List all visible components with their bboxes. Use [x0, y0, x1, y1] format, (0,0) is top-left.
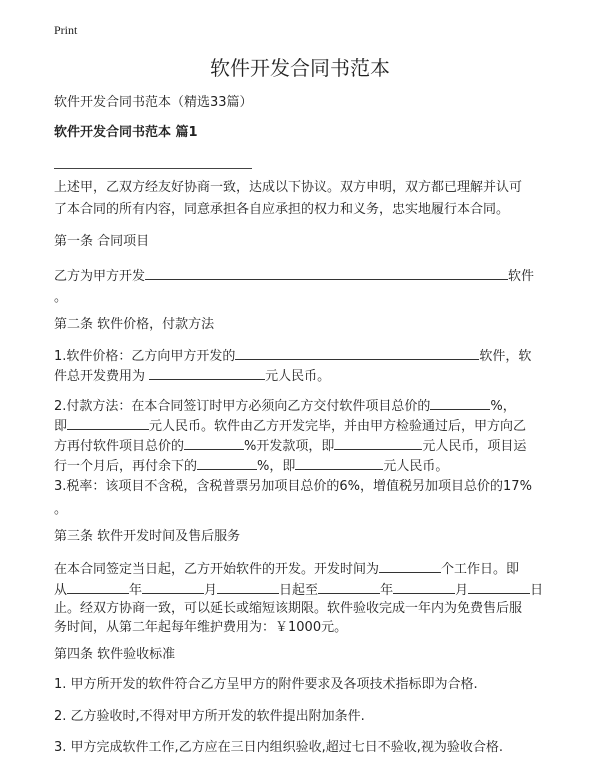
text: 元人民币，项目运 [422, 439, 527, 454]
subtitle: 软件开发合同书范本（精选33篇） [54, 95, 253, 110]
text: 元人民币。软件由乙方开发完毕，并由甲方检验通过后，甲方向乙 [149, 419, 527, 434]
text: 在本合同签定当日起，乙方开始软件的开发。开发时间为 [54, 562, 380, 577]
text: 软件 [508, 269, 535, 284]
text: 年 [129, 583, 143, 598]
price-line [54, 347, 531, 365]
article-2-heading: 第二条 软件价格，付款方法 [54, 317, 215, 332]
schedule-line [54, 560, 519, 578]
text: 个工作日。即 [441, 562, 520, 577]
blank-field [149, 367, 265, 380]
blank-field [379, 560, 441, 573]
payment-line [54, 417, 526, 435]
blank-field [334, 437, 422, 450]
blank-field [430, 397, 490, 410]
text: 。 [54, 502, 68, 517]
text: 。 [54, 290, 68, 305]
text: 软件，软 [479, 349, 532, 364]
text: 月 [455, 583, 469, 598]
text: 行一个月后，再付余下的 [54, 459, 198, 474]
tax-line: 3.税率：该项目不含税，含税普票另加项目总价的6%，增值税另加项目总价的17% [54, 479, 532, 494]
price-line [54, 367, 330, 385]
blank-field [235, 347, 479, 360]
payment-line [54, 437, 526, 455]
blank-field [295, 457, 383, 470]
text: %，即 [257, 459, 296, 474]
text: 乙方为甲方开发 [54, 269, 146, 284]
text: 日起至 [279, 583, 319, 598]
text: 元人民币。 [265, 369, 331, 384]
blank-field [67, 417, 149, 430]
text: 方再付软件项目总价的 [54, 439, 185, 454]
text: 元人民币。 [383, 459, 449, 474]
schedule-line: 务时间，从第二年起每年维护费用为：￥1000元。 [54, 620, 348, 635]
blank-field [393, 581, 455, 594]
text: %， [490, 399, 516, 414]
signature-line [54, 168, 252, 169]
article-3-heading: 第三条 软件开发时间及售后服务 [54, 529, 241, 544]
text: %开发款项，即 [244, 439, 335, 454]
text: 日 [530, 583, 544, 598]
text: 2.付款方法：在本合同签订时甲方必须向乙方交付软件项目总价的 [54, 399, 431, 414]
blank-field [67, 581, 129, 594]
blank-field [468, 581, 530, 594]
print-link[interactable]: Print [54, 23, 78, 37]
intro-line: 上述甲，乙双方经友好协商一致，达成以下协议。双方申明，双方都已理解并认可 [54, 180, 523, 195]
list-item: 1. 甲方所开发的软件符合乙方呈甲方的附件要求及各项技术指标即为合格. [54, 677, 478, 692]
list-item: 2. 乙方验收时,不得对甲方所开发的软件提出附加条件. [54, 709, 365, 724]
blank-field [184, 437, 244, 450]
text: 月 [204, 583, 218, 598]
text: 从 [54, 583, 68, 598]
article-4-heading: 第四条 软件验收标准 [54, 647, 176, 662]
intro-line: 了本合同的所有内容，同意承担各自应承担的权力和义务，忠实地履行本合同。 [54, 202, 510, 217]
text: 即 [54, 419, 68, 434]
blank-field [142, 581, 204, 594]
text: 1.软件价格：乙方向甲方开发的 [54, 349, 236, 364]
payment-line [54, 457, 448, 475]
section-heading: 软件开发合同书范本 篇1 [54, 125, 198, 140]
blank-field [197, 457, 257, 470]
text: 件总开发费用为 [54, 369, 146, 384]
article-1-text [54, 267, 534, 285]
blank-field [217, 581, 279, 594]
payment-line [54, 397, 516, 415]
article-1-heading: 第一条 合同项目 [54, 234, 150, 249]
text: 年 [380, 583, 394, 598]
schedule-line [54, 581, 543, 599]
page-title: 软件开发合同书范本 [210, 56, 390, 80]
schedule-line: 止。经双方协商一致，可以延长或缩短该期限。软件验收完成一年内为免费售后服 [54, 601, 523, 616]
blank-field [145, 267, 508, 280]
list-item: 3. 甲方完成软件工作,乙方应在三日内组织验收,超过七日不验收,视为验收合格. [54, 740, 504, 755]
blank-field [318, 581, 380, 594]
